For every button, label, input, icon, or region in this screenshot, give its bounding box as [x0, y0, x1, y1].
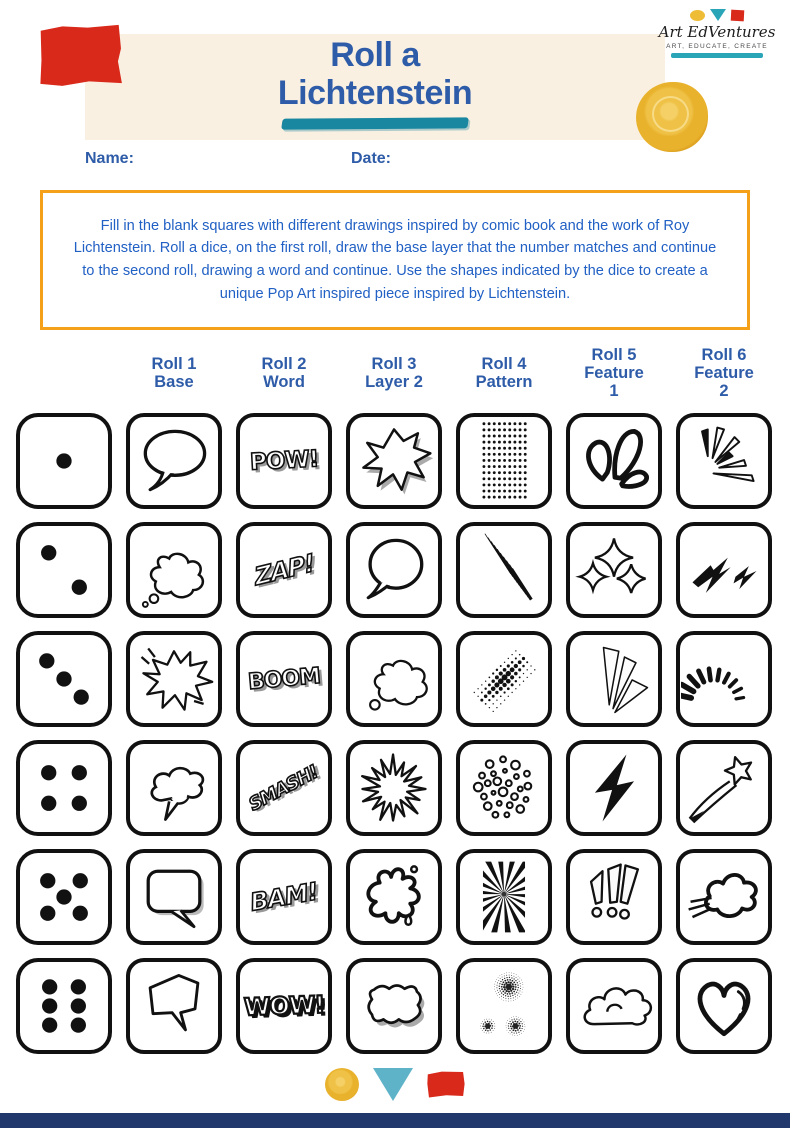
- column-header-line: Roll 5: [591, 345, 637, 364]
- red-paint-swatch-icon: [427, 1070, 466, 1098]
- name-label: Name:: [85, 150, 134, 167]
- column-header-line: Layer 2: [365, 373, 423, 391]
- radiant-dashes-icon: [676, 631, 772, 727]
- rectangle-speech-bubble-icon: [126, 849, 222, 945]
- debris-speed-burst-icon: [676, 413, 772, 509]
- instruction-text: Fill in the blank squares with different drawings inspired by comic book and the work of Roy Lichtenstein. Roll a dice, on the first roll, draw the base layer that the number matches and continue to the second roll, drawing a word and continue. Use the shapes indicated by the dice to create a unique Pop Art inspired piece inspired by Lichtenstein.: [73, 217, 717, 302]
- dice-2-icon: [16, 522, 112, 618]
- dot-grid-pattern-icon: [456, 413, 552, 509]
- explosion-bubble-icon: [126, 631, 222, 727]
- round-speech-bubble-icon: [346, 522, 442, 618]
- logo-brush-line: [671, 53, 763, 58]
- spiky-starburst-icon: [346, 740, 442, 836]
- comic-word: ZAP!: [252, 548, 316, 592]
- column-header-line: Roll 4: [481, 354, 527, 373]
- scattered-circles-pattern-icon: [456, 740, 552, 836]
- bottom-navy-bar: [0, 1113, 790, 1128]
- wavy-rectangle-bubble-icon: [346, 958, 442, 1054]
- exclamation-marks-icon: [566, 849, 662, 945]
- column-header-3: [346, 346, 442, 400]
- polygon-speech-bubble-icon: [126, 958, 222, 1054]
- yellow-paint-dot-icon: [690, 10, 705, 21]
- teal-brush-underline: [281, 118, 469, 130]
- column-header-line: Base: [154, 373, 194, 391]
- comic-word-cell: [236, 522, 332, 618]
- dice-4-icon: [16, 740, 112, 836]
- column-header-line: Roll 1: [151, 354, 197, 373]
- title-line-1: Roll a: [330, 36, 420, 74]
- comic-word: POW!: [249, 446, 319, 476]
- comic-word: SMASH!: [245, 761, 323, 815]
- yellow-paint-blob-icon: [636, 82, 708, 152]
- yellow-paint-dot-icon: [325, 1068, 359, 1101]
- comic-word: WOW!: [243, 990, 325, 1022]
- dice-5-icon: [16, 849, 112, 945]
- diagonal-speed-lines-icon: [456, 522, 552, 618]
- column-header-line: Roll 6: [701, 345, 747, 364]
- title-line-2: Lichtenstein: [277, 74, 473, 113]
- column-header-6: [676, 346, 772, 400]
- column-header-1: [126, 346, 222, 400]
- date-label: Date:: [351, 150, 392, 167]
- footer-shapes: [0, 1068, 790, 1101]
- name-date-row: [85, 150, 685, 168]
- logo-tagline: ART, EDUCATE, CREATE: [666, 43, 768, 50]
- column-header-line: Feature: [584, 363, 644, 382]
- comic-word-cell: [236, 958, 332, 1054]
- halftone-diagonal-band-icon: [456, 631, 552, 727]
- cloud-speech-bubble-icon: [126, 740, 222, 836]
- red-paint-square-icon: [731, 9, 745, 21]
- column-header-line: Roll 3: [371, 354, 417, 373]
- column-header-2: [236, 346, 332, 400]
- small-thought-cloud-icon: [346, 631, 442, 727]
- comic-word-cell: [236, 631, 332, 727]
- column-header-4: [456, 346, 552, 400]
- cloud-outline-icon: [566, 958, 662, 1054]
- column-header-line: Feature: [694, 363, 754, 382]
- shooting-star-icon: [676, 740, 772, 836]
- logo-shapes: [658, 8, 776, 22]
- comic-word-cell: [236, 849, 332, 945]
- instruction-box: [40, 190, 750, 330]
- column-header-line: 2: [719, 382, 729, 401]
- dice-3-icon: [16, 631, 112, 727]
- lightning-scribbles-icon: [676, 522, 772, 618]
- teal-paint-triangle-icon: [373, 1068, 413, 1101]
- splat-blob-icon: [346, 849, 442, 945]
- comic-word-cell: [236, 413, 332, 509]
- roll-table: [16, 346, 772, 1054]
- comic-word: BAM!: [248, 877, 320, 917]
- comic-word: BOOM: [247, 663, 321, 695]
- sparkle-stars-icon: [566, 522, 662, 618]
- column-header-5: [566, 346, 662, 400]
- dice-1-icon: [16, 413, 112, 509]
- column-header-line: Pattern: [475, 373, 533, 391]
- smoke-puff-cloud-icon: [676, 849, 772, 945]
- teal-paint-triangle-icon: [710, 9, 726, 21]
- page-title: [85, 36, 665, 129]
- triangle-speed-lines-icon: [566, 631, 662, 727]
- column-header-line: Roll 2: [261, 354, 307, 373]
- column-header-line: 1: [609, 382, 619, 401]
- heart-outline-icon: [676, 958, 772, 1054]
- comic-word-cell: [236, 740, 332, 836]
- header-spacer: [16, 346, 112, 400]
- burst-speech-bubble-icon: [346, 413, 442, 509]
- oval-speech-bubble-icon: [126, 413, 222, 509]
- art-edventures-logo: [658, 8, 776, 58]
- logo-name: Art EdVentures: [658, 23, 776, 41]
- sunburst-rays-pattern-icon: [456, 849, 552, 945]
- thought-cloud-bubble-icon: [126, 522, 222, 618]
- column-header-line: Word: [263, 373, 305, 391]
- dice-6-icon: [16, 958, 112, 1054]
- halftone-spots-pattern-icon: [456, 958, 552, 1054]
- splash-droplets-icon: [566, 413, 662, 509]
- solid-lightning-bolt-icon: [566, 740, 662, 836]
